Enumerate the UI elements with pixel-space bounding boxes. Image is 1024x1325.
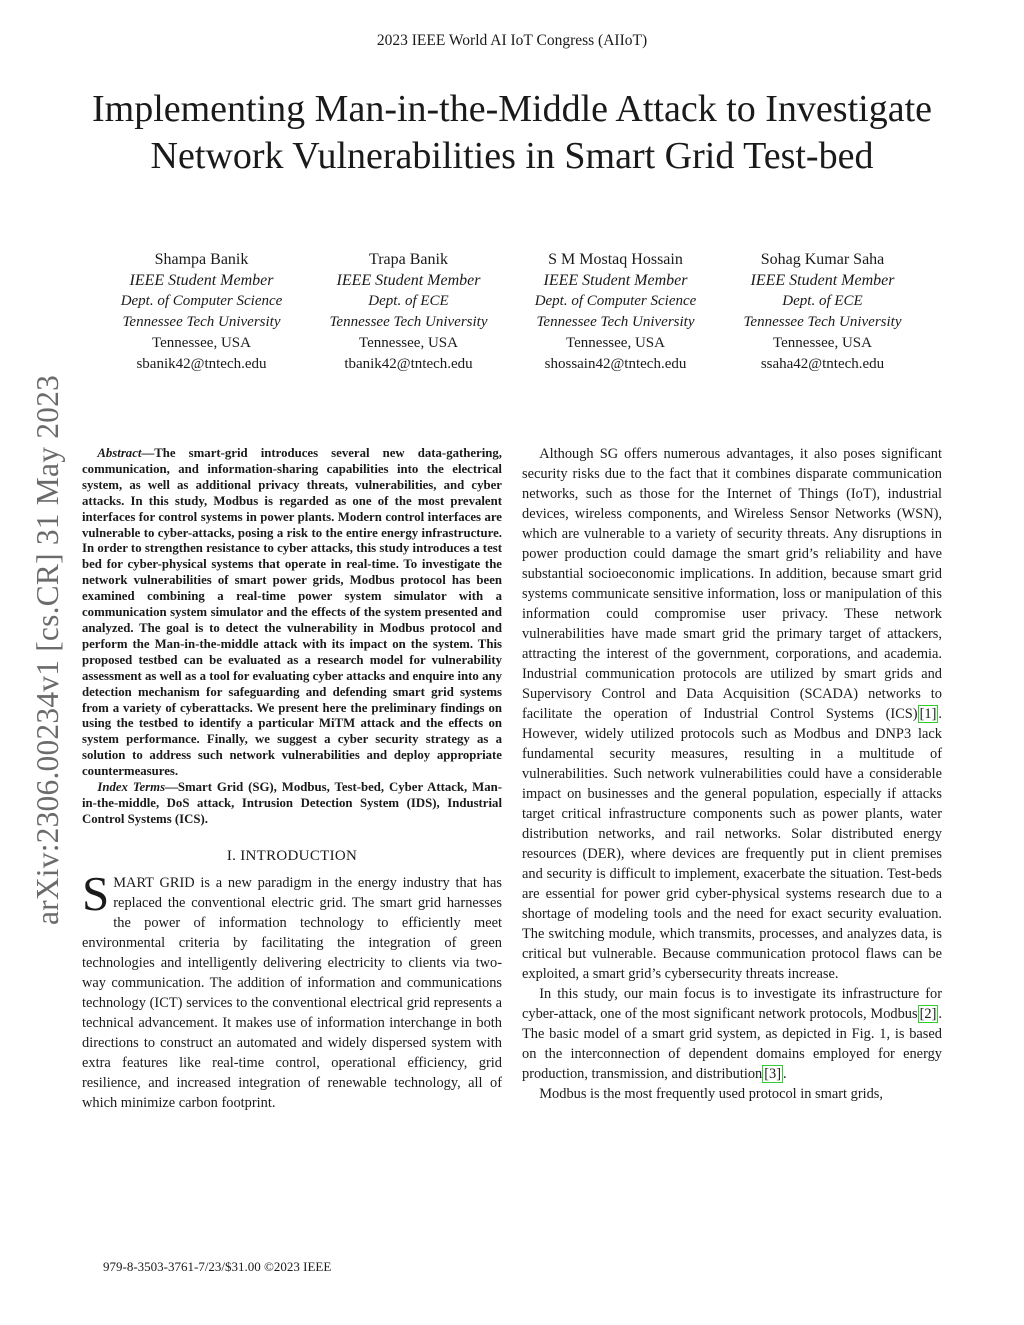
conference-header: 2023 IEEE World AI IoT Congress (AIIoT) (376, 32, 648, 49)
intro-smallcaps: MART GRID (113, 874, 195, 891)
author-email[interactable]: ssaha42@tntech.edu (760, 356, 885, 372)
body-paragraph (522, 984, 942, 1084)
citation-link[interactable]: [1] (919, 706, 937, 722)
copyright-footer: 979-8-3503-3761-7/23/$31.00 ©2023 IEEE (103, 1259, 332, 1274)
author-card (305, 249, 512, 375)
author-location: Tennessee, USA (773, 335, 872, 351)
author-membership: IEEE Student Member (336, 272, 481, 289)
intro-text: is a new paradigm in the energy industry that has replaced the conventional electric grid. The smart grid harnesses the power of information technology to efficiently meet environmental criteria by facilitating the integration of green technologies and intelligently delivering electricity to clients via two-way communication. The addition of information and communications technology (ICT) services to the conventional electrical grid represents a technical advancement. It makes use of information interchange in both directions to construct an automated and widely dispersed system with extra features like real-time control, operational efficiency, grid resilience, and increased integration of renewable technology, all of which minimize carbon footprint. (82, 874, 502, 1111)
author-university: Tennessee Tech University (743, 314, 902, 330)
abstract (82, 446, 502, 780)
author-name: Trapa Banik (369, 251, 448, 268)
author-membership: IEEE Student Member (750, 272, 895, 289)
index-terms-text: Smart Grid (SG), Modbus, Test-bed, Cyber Attack, Man-in-the-middle, DoS attack, Intrusion Detection System (IDS), Industrial Control Systems (ICS). (82, 780, 502, 826)
left-column (82, 446, 502, 1113)
author-name: S M Mostaq Hossain (548, 251, 683, 268)
author-card (512, 249, 719, 375)
author-block (98, 249, 926, 375)
index-terms-dash: — (165, 780, 178, 795)
paragraph-text: In this study, our main focus is to investigate its infrastructure for cyber-attack, one of the most significant network protocols, Modbus (522, 986, 942, 1022)
drop-cap: S (82, 865, 110, 921)
author-dept: Dept. of Computer Science (534, 293, 697, 309)
author-university: Tennessee Tech University (122, 314, 281, 330)
paragraph-text: Although SG offers numerous advantages, it also poses significant security risks due to the fact that it combines disparate communication networks, such as those for the Internet of Things (IoT), industrial devices, wireless components, and Wireless Sensor Networks (WSN), which are vulnerable to a variety of security threats. Any disruptions in power production could damage the smart grid’s reliability and have substantial socioeconomic implications. In addition, because smart grid systems communicate sensitive information, loss or manipulation of this information could compromise user privacy. These network vulnerabilities have made smart grid the primary target of attackers, attracting the interest of the government, corporations, and academia. Industrial communication protocols are utilized by smart grids and Supervisory Control and Data Acquisition (SCADA) networks to facilitate the operation of Industrial Control Systems (ICS) (522, 446, 942, 722)
author-location: Tennessee, USA (566, 335, 665, 351)
section-heading: I. INTRODUCTION (226, 847, 358, 864)
abstract-text: The smart-grid introduces several new data-gathering, communication, and information-sharing capabilities into the electrical system, as well as additional privacy threats, vulnerabilities, and cyber attacks. In this study, Modbus is regarded as one of the most prevalent interfaces for control systems in power plants. Modern control interfaces are vulnerable to cyber-attacks, posing a risk to the entire energy infrastructure. In order to strengthen resistance to cyber attacks, this study introduces a test bed for cyber-physical systems that operate in real-time. To investigate the network vulnerabilities of smart power grids, Modbus protocol has been examined combining a real-time power system simulator with a communication system simulator and the effects of the system presented and analyzed. The goal is to detect the vulnerability in Modbus protocol and perform the Man-in-the-middle attack with its impact on the system. This proposed testbed can be evaluated as a research model for vulnerability assessment as well as a tool for evaluating cyber attacks and enquire into any detection mechanism for safeguarding and defending smart grid systems from a variety of cyberattacks. We present here the preliminary findings on using the testbed to identify a particular MiTM attack and the effects on system performance. Finally, we suggest a cyber security strategy as a solution to address such network vulnerabilities and deploy appropriate countermeasures. (82, 446, 502, 779)
paper-title: Implementing Man-in-the-Middle Attack to Investigate Network Vulnerabilities in Smart Grid Test-bed (91, 88, 932, 177)
author-membership: IEEE Student Member (543, 272, 688, 289)
intro-paragraph (82, 865, 502, 1113)
arxiv-sidebar-stamp: arXiv:2306.00234v1 [cs.CR] 31 May 2023 (30, 374, 65, 926)
body-paragraph: Modbus is the most frequently used protocol in smart grids, (539, 1086, 884, 1102)
citation-link[interactable]: [3] (764, 1066, 782, 1082)
index-terms (82, 780, 502, 828)
author-location: Tennessee, USA (152, 335, 251, 351)
abstract-label: Abstract (97, 446, 142, 460)
body-paragraph (522, 444, 942, 984)
author-email[interactable]: shossain42@tntech.edu (544, 356, 687, 372)
author-card (719, 249, 926, 375)
author-membership: IEEE Student Member (129, 272, 274, 289)
author-name: Shampa Banik (154, 251, 249, 268)
paragraph-text: . (783, 1066, 787, 1082)
citation-link[interactable]: [2] (919, 1006, 937, 1022)
right-column (522, 444, 942, 1104)
abstract-dash: — (141, 446, 155, 460)
paragraph-text: . The basic model of a smart grid system, as depicted in Fig. 1, is based on the interconnection of dependent domains employed for energy production, transmission, and distribution (522, 1006, 942, 1082)
author-location: Tennessee, USA (359, 335, 458, 351)
author-university: Tennessee Tech University (536, 314, 695, 330)
author-email[interactable]: sbanik42@tntech.edu (136, 356, 267, 372)
author-dept: Dept. of Computer Science (120, 293, 283, 309)
author-dept: Dept. of ECE (368, 293, 449, 309)
index-terms-label: Index Terms (97, 780, 166, 795)
author-dept: Dept. of ECE (782, 293, 863, 309)
paragraph-text: . However, widely utilized protocols such as Modbus and DNP3 lack fundamental security measures, resulting in a multitude of vulnerabilities. Such network vulnerabilities could have a considerable impact on businesses and the general population, especially if attacks target critical infrastructure components such as power plants, water distribution networks, and rail networks. Solar distributed energy resources (DER), where devices are frequently put in client premises and security is difficult to implement, exacerbate the situation. Test-beds are essential for power grid cyber-physical systems research due to a shortage of modeling tools and the need for exact security evaluation. The switching module, which transmits, processes, and analyzes data, is critical but vulnerable. Because communication protocol flaws can be exploited, a smart grid’s cybersecurity threats increase. (522, 706, 942, 982)
author-name: Sohag Kumar Saha (760, 251, 885, 268)
author-card (98, 249, 305, 375)
author-email[interactable]: tbanik42@tntech.edu (344, 356, 473, 372)
author-university: Tennessee Tech University (329, 314, 488, 330)
